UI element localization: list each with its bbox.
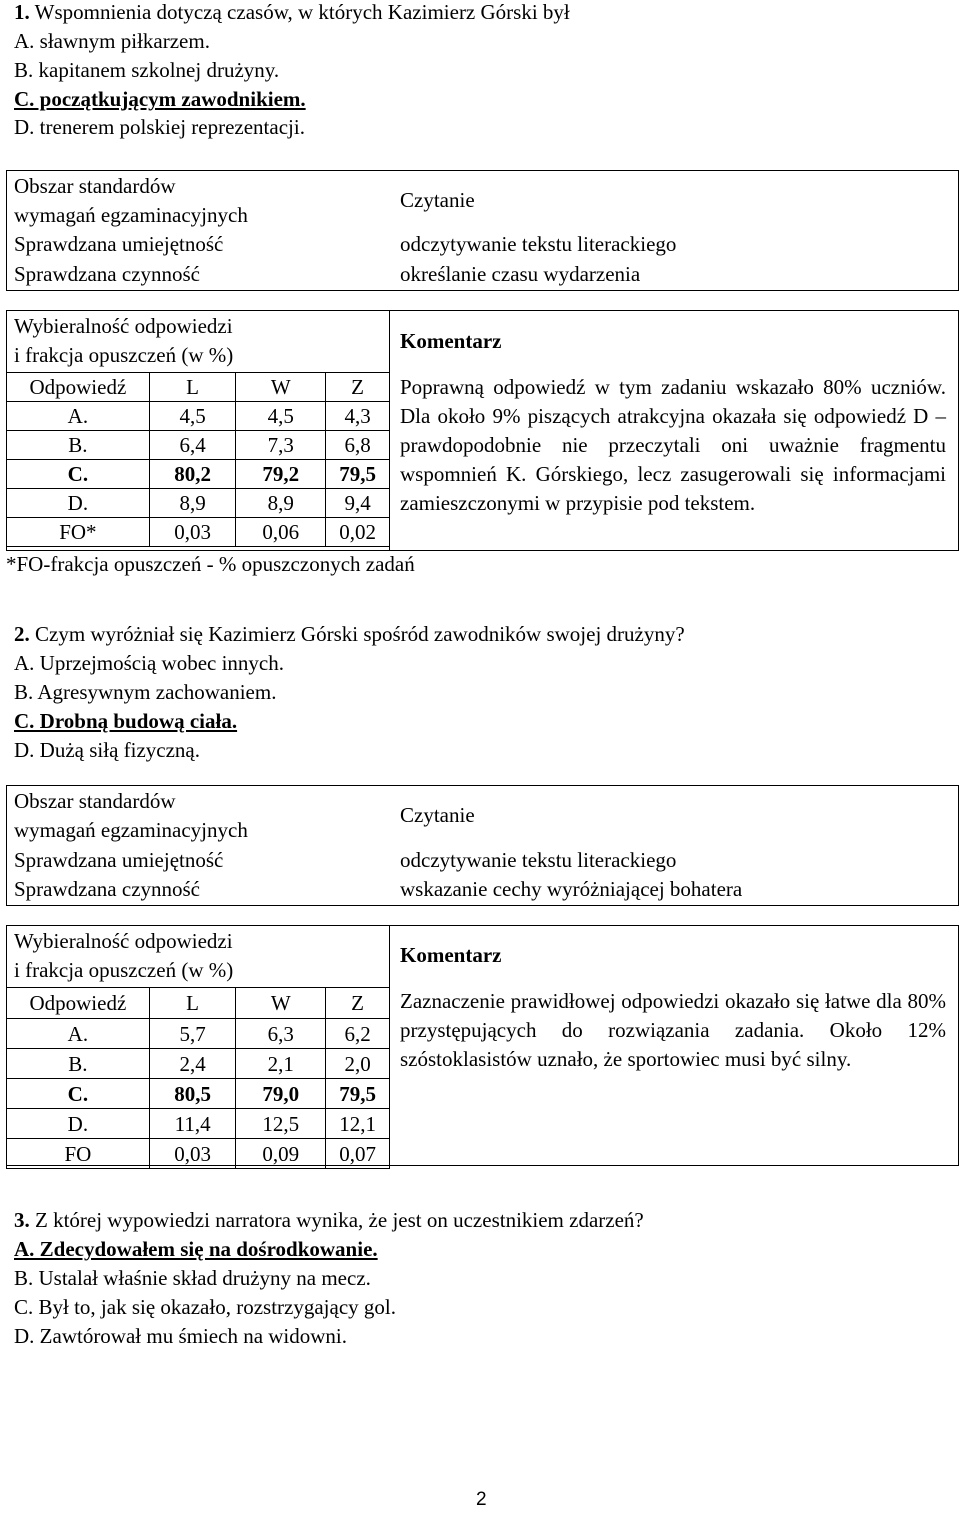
- table-row-correct: [7, 1079, 390, 1109]
- q1-area-label-1: Obszar standardów: [14, 174, 176, 198]
- cell: 0,09: [236, 1139, 326, 1169]
- cell: 79,5: [326, 460, 390, 489]
- question-3: [14, 1208, 644, 1232]
- q1-option-c-correct: C. początkującym zawodnikiem.: [14, 87, 306, 111]
- q2-skill-value: odczytywanie tekstu literackiego: [400, 848, 677, 872]
- cell: 0,06: [236, 518, 326, 547]
- q2-stats-header-1: Wybieralność odpowiedzi: [14, 929, 233, 953]
- col-header: Z: [326, 988, 390, 1019]
- col-header: L: [149, 988, 236, 1019]
- q2-stats-table: [6, 987, 390, 1169]
- q2-option-d: D. Dużą siłą fizyczną.: [14, 738, 200, 762]
- cell: 6,3: [236, 1019, 326, 1049]
- cell: 12,5: [236, 1109, 326, 1139]
- q1-comment-text: Poprawną odpowiedź w tym zadaniu wskazało 80% uczniów. Dla około 9% piszących atrakcyjna okazała się odpowiedź D – prawdopodobnie nie przeczytali oni uważnie fragmentu wspomnień K. Górskiego, lecz zasugerowali się informacjami zamieszczonymi w przypisie pod tekstem.: [400, 375, 946, 515]
- cell: 7,3: [236, 431, 326, 460]
- cell: FO*: [7, 518, 150, 547]
- col-header: Odpowiedź: [7, 988, 150, 1019]
- page-number: 2: [476, 1489, 487, 1510]
- cell: 4,5: [149, 402, 236, 431]
- cell: B.: [7, 431, 150, 460]
- q2-activity-label: Sprawdzana czynność: [14, 877, 201, 901]
- q1-skill-value: odczytywanie tekstu literackiego: [400, 232, 677, 256]
- question-1-text: Wspomnienia dotyczą czasów, w których Kazimierz Górski był: [29, 0, 570, 24]
- table-header-row: [7, 373, 390, 402]
- table-row: [7, 1049, 390, 1079]
- q1-option-b: B. kapitanem szkolnej drużyny.: [14, 58, 280, 82]
- question-3-number: 3.: [14, 1208, 30, 1232]
- q1-stats-table: [6, 372, 390, 547]
- cell: 8,9: [149, 489, 236, 518]
- q2-comment-text: Zaznaczenie prawidłowej odpowiedzi okazało się łatwe dla 80% przystępujących do rozwiązania zadania. Około 12% szóstoklasistów uznało, że sportowiec musi być silny.: [400, 989, 946, 1071]
- q1-area-label-2: wymagań egzaminacyjnych: [14, 203, 248, 227]
- q2-option-a: A. Uprzejmością wobec innych.: [14, 651, 284, 675]
- cell: C.: [7, 460, 150, 489]
- cell: 0,07: [326, 1139, 390, 1169]
- table-row: [7, 402, 390, 431]
- cell: 79,0: [236, 1079, 326, 1109]
- col-header: W: [236, 373, 326, 402]
- cell: 0,03: [149, 518, 236, 547]
- cell: B.: [7, 1049, 150, 1079]
- q1-option-d: D. trenerem polskiej reprezentacji.: [14, 115, 305, 139]
- cell: A.: [7, 1019, 150, 1049]
- q2-skill-label: Sprawdzana umiejętność: [14, 848, 224, 872]
- q1-area-value: Czytanie: [400, 188, 475, 212]
- cell: 4,5: [236, 402, 326, 431]
- cell: 6,8: [326, 431, 390, 460]
- col-header: W: [236, 988, 326, 1019]
- q1-option-a: A. sławnym piłkarzem.: [14, 29, 210, 53]
- table-row: [7, 1109, 390, 1139]
- q3-option-d: D. Zawtórował mu śmiech na widowni.: [14, 1324, 348, 1348]
- cell: 0,03: [149, 1139, 236, 1169]
- cell: 2,4: [149, 1049, 236, 1079]
- col-header: L: [149, 373, 236, 402]
- table-header-row: [7, 988, 390, 1019]
- table-row: [7, 518, 390, 547]
- cell: 5,7: [149, 1019, 236, 1049]
- q3-option-a-correct: A. Zdecydowałem się na dośrodkowanie.: [14, 1237, 378, 1261]
- q1-comment-header: Komentarz: [400, 329, 502, 353]
- cell: 80,2: [149, 460, 236, 489]
- q2-area-value: Czytanie: [400, 803, 475, 827]
- cell: 80,5: [149, 1079, 236, 1109]
- cell: 12,1: [326, 1109, 390, 1139]
- cell: 0,02: [326, 518, 390, 547]
- question-2: [14, 622, 685, 646]
- cell: 79,5: [326, 1079, 390, 1109]
- cell: 9,4: [326, 489, 390, 518]
- q2-comment-header: Komentarz: [400, 943, 502, 967]
- q2-area-label-2: wymagań egzaminacyjnych: [14, 818, 248, 842]
- question-1: [14, 0, 570, 24]
- question-2-number: 2.: [14, 622, 30, 646]
- q2-area-label-1: Obszar standardów: [14, 789, 176, 813]
- q1-stats-header-1: Wybieralność odpowiedzi: [14, 314, 233, 338]
- q3-option-b: B. Ustalał właśnie skład drużyny na mecz.: [14, 1266, 371, 1290]
- table-row: [7, 489, 390, 518]
- cell: A.: [7, 402, 150, 431]
- cell: 11,4: [149, 1109, 236, 1139]
- cell: 79,2: [236, 460, 326, 489]
- q1-stats-header-2: i frakcja opuszczeń (w %): [14, 343, 234, 367]
- question-2-text: Czym wyróżniał się Kazimierz Górski spośród zawodników swojej drużyny?: [29, 622, 685, 646]
- cell: 2,1: [236, 1049, 326, 1079]
- cell: 8,9: [236, 489, 326, 518]
- col-header: Odpowiedź: [7, 373, 150, 402]
- cell: C.: [7, 1079, 150, 1109]
- q1-skill-label: Sprawdzana umiejętność: [14, 232, 224, 256]
- col-header: Z: [326, 373, 390, 402]
- cell: 6,2: [326, 1019, 390, 1049]
- q2-activity-value: wskazanie cechy wyróżniającej bohatera: [400, 877, 743, 901]
- table-row: [7, 1139, 390, 1169]
- cell: D.: [7, 489, 150, 518]
- q2-option-b: B. Agresywnym zachowaniem.: [14, 680, 277, 704]
- q2-option-c-correct: C. Drobną budową ciała.: [14, 709, 238, 733]
- q1-activity-label: Sprawdzana czynność: [14, 262, 201, 286]
- cell: FO: [7, 1139, 150, 1169]
- q3-option-c: C. Był to, jak się okazało, rozstrzygający gol.: [14, 1295, 396, 1319]
- question-3-text: Z której wypowiedzi narratora wynika, że jest on uczestnikiem zdarzeń?: [29, 1208, 644, 1232]
- cell: 4,3: [326, 402, 390, 431]
- q1-activity-value: określanie czasu wydarzenia: [400, 262, 641, 286]
- table-row: [7, 431, 390, 460]
- cell: D.: [7, 1109, 150, 1139]
- cell: 2,0: [326, 1049, 390, 1079]
- q1-footnote: *FO-frakcja opuszczeń - % opuszczonych zadań: [6, 552, 415, 576]
- table-row-correct: [7, 460, 390, 489]
- q2-stats-header-2: i frakcja opuszczeń (w %): [14, 958, 234, 982]
- question-1-number: 1.: [14, 0, 30, 24]
- cell: 6,4: [149, 431, 236, 460]
- table-row: [7, 1019, 390, 1049]
